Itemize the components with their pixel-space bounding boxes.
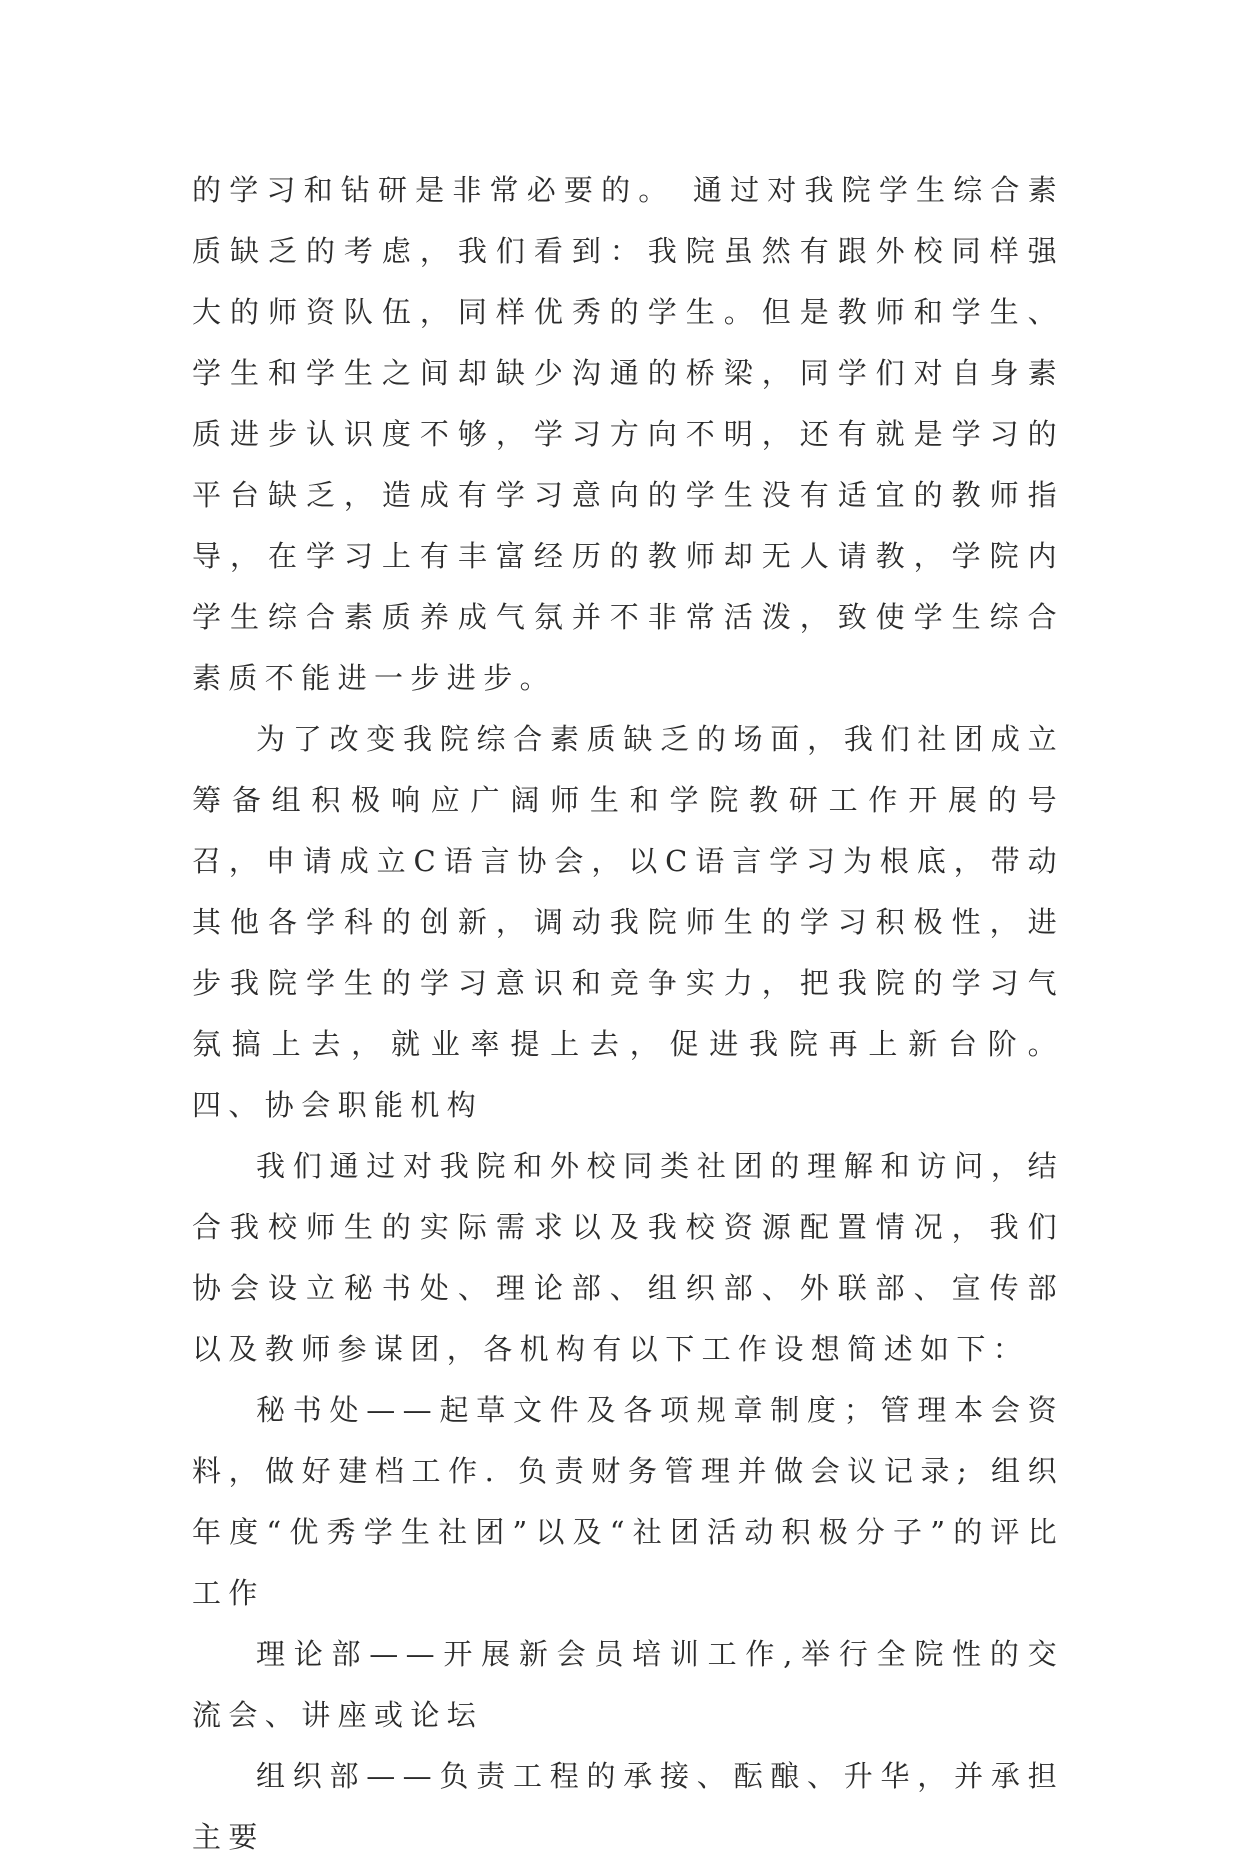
paragraph-organization-overview: 我们通过对我院和外校同类社团的理解和访问，结合我校师生的实际需求以及我校资源配置情况，我们协会设立秘书处、理论部、组织部、外联部、宣传部以及教师参谋团，各机构有以下工作设想简述如下： [192,1149,1064,1366]
body-text [192,160,1064,1868]
paragraph-organization-dept: 组织部——负责工程的承接、酝酿、升华，并承担主要 [192,1759,1064,1854]
paragraph-theory-dept: 理论部——开展新会员培训工作,举行全院性的交流会、讲座或论坛 [192,1637,1064,1732]
paragraph-secretariat: 秘书处——起草文件及各项规章制度；管理本会资料，做好建档工作. 负责财务管理并做会议记录; 组织年度“优秀学生社团”以及“社团活动积极分子”的评比工作 [192,1393,1064,1610]
paragraph-problem-analysis: 的学习和钻研是非常必要的。 通过对我院学生综合素质缺乏的考虑，我们看到：我院虽然有跟外校同样强大的师资队伍，同样优秀的学生。但是教师和学生、学生和学生之间却缺少沟通的桥梁，同学们对自身素质进步认识度不够，学习方向不明，还有就是学习的平台缺乏，造成有学习意向的学生没有适宜的教师指导，在学习上有丰富经历的教师却无人请教，学院内学生综合素质养成气氛并不非常活泼，致使学生综合素质不能进一步进步。 [192,173,1064,695]
paragraph-founding-purpose: 为了改变我院综合素质缺乏的场面，我们社团成立筹备组积极响应广阔师生和学院教研工作开展的号召，申请成立C语言协会，以C语言学习为根底，带动其他各学科的创新，调动我院师生的学习积极性，进步我院学生的学习意识和竞争实力，把我院的学习气氛搞上去，就业率提上去，促进我院再上新台阶。 四、协会职能机构 [192,722,1064,1122]
